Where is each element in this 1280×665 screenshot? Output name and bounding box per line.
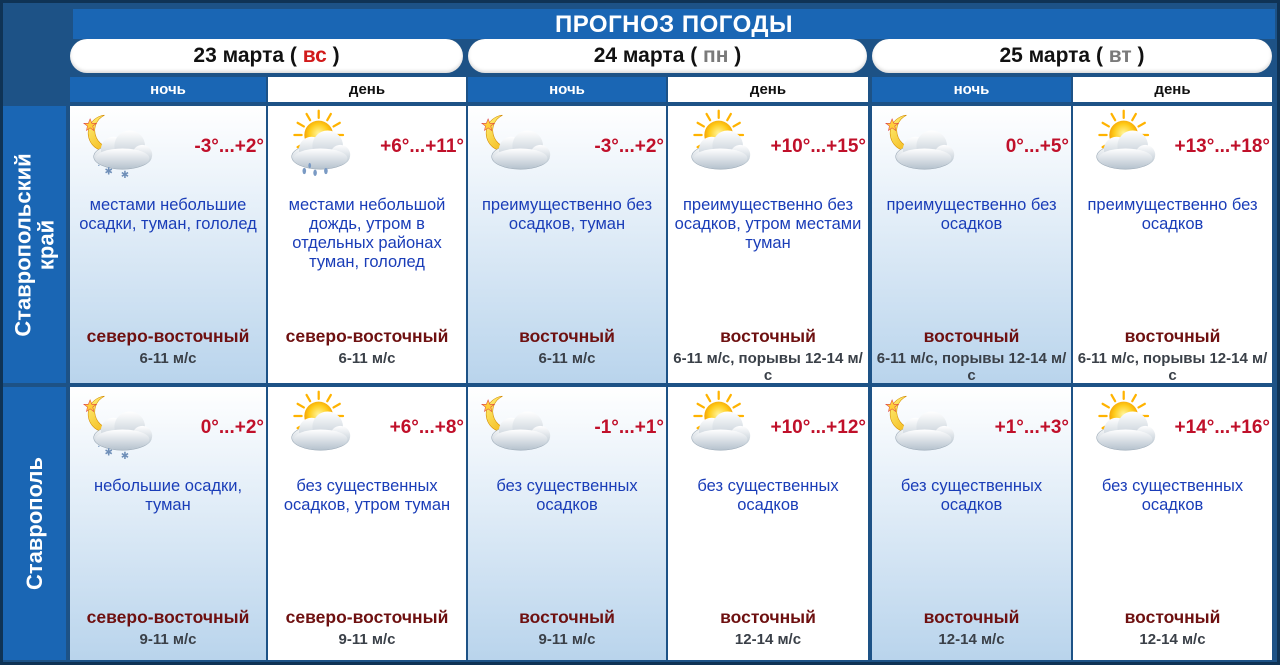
- moon-cloud-snow-icon: [74, 389, 162, 461]
- wind-speed: 9-11 м/с: [538, 631, 596, 648]
- svg-text:✱: ✱: [104, 447, 113, 459]
- sun-cloud-icon: [272, 389, 360, 461]
- period-label: день: [1073, 77, 1272, 102]
- weather-description: без существенных осадков: [496, 477, 638, 514]
- period-label: ночь: [468, 77, 666, 102]
- wind-direction: северо-восточный: [285, 607, 449, 627]
- wind-speed: 12-14 м/с: [734, 631, 802, 648]
- svg-text:✱: ✱: [104, 166, 113, 178]
- wind-direction: восточный: [720, 607, 816, 627]
- region-label: [3, 387, 66, 660]
- forecast-cell: [872, 106, 1071, 383]
- temperature: +10°...+12°: [770, 417, 866, 438]
- svg-text:·: ·: [97, 161, 101, 173]
- weather-description: без существенных осадков, утром туман: [283, 477, 451, 514]
- moon-cloud-icon: [472, 108, 560, 180]
- temperature: -3°...+2°: [594, 136, 664, 157]
- wind-speed: 9-11 м/с: [338, 631, 396, 648]
- wind-direction: восточный: [923, 607, 1020, 627]
- svg-text:✱: ✱: [120, 451, 129, 461]
- temperature: -3°...+2°: [194, 136, 264, 157]
- forecast-cell: [668, 106, 868, 383]
- temperature: 0°...+2°: [200, 417, 264, 438]
- forecast-cell: [70, 387, 266, 660]
- svg-text:✱: ✱: [120, 170, 129, 180]
- sun-cloud-icon: [1077, 108, 1165, 180]
- period-label: ночь: [872, 77, 1071, 102]
- temperature: +10°...+15°: [770, 136, 866, 157]
- date-header: [872, 39, 1272, 73]
- forecast-cell: [1073, 106, 1272, 383]
- temperature: -1°...+1°: [594, 417, 664, 438]
- wind-speed: 6-11 м/с, порывы 12-14 м/с: [1077, 350, 1268, 383]
- day-of-week: пн: [703, 44, 729, 67]
- temperature: +13°...+18°: [1174, 136, 1270, 157]
- wind-speed: 6-11 м/с: [139, 350, 197, 367]
- page-title: ПРОГНОЗ ПОГОДЫ: [73, 9, 1275, 39]
- date-close: ): [326, 44, 340, 67]
- forecast-cell: [872, 387, 1071, 660]
- forecast-cell: [268, 387, 466, 660]
- temperature: 0°...+5°: [1005, 136, 1069, 157]
- period-label: день: [268, 77, 466, 102]
- forecast-cell: [468, 106, 666, 383]
- weather-description: местами небольшие осадки, туман, гололед: [79, 196, 257, 233]
- weather-description: местами небольшой дождь, утром в отдельных районах туман, гололед: [288, 196, 446, 271]
- wind-direction: северо-восточный: [86, 326, 250, 346]
- weather-description: преимущественно без осадков: [886, 196, 1057, 233]
- weather-description: преимущественно без осадков, утром местами туман: [674, 196, 862, 252]
- weather-description: преимущественно без осадков, туман: [481, 196, 653, 233]
- moon-cloud-icon: [876, 389, 964, 461]
- wind-speed: 6-11 м/с: [538, 350, 596, 367]
- moon-cloud-icon: [472, 389, 560, 461]
- forecast-cell: [668, 387, 868, 660]
- wind-direction: восточный: [923, 326, 1020, 346]
- sun-cloud-icon: [672, 389, 760, 461]
- date-close: ): [1131, 44, 1145, 67]
- sun-cloud-rain-icon: [272, 108, 360, 180]
- weather-description: небольшие осадки, туман: [93, 477, 243, 514]
- period-label: ночь: [70, 77, 266, 102]
- day-of-week: вт: [1108, 44, 1132, 67]
- wind-direction: северо-восточный: [86, 607, 250, 627]
- wind-direction: северо-восточный: [285, 326, 449, 346]
- temperature: +6°...+11°: [380, 136, 464, 157]
- wind-speed: 6-11 м/с, порывы 12-14 м/с: [673, 350, 863, 383]
- date-header: [70, 39, 463, 73]
- temperature: +1°...+3°: [994, 417, 1069, 438]
- svg-text:·: ·: [97, 442, 101, 454]
- temperature: +14°...+16°: [1174, 417, 1270, 438]
- wind-direction: восточный: [519, 607, 615, 627]
- wind-speed: 12-14 м/с: [938, 631, 1005, 648]
- wind-direction: восточный: [519, 326, 615, 346]
- date-label: 23 марта (: [193, 44, 303, 67]
- forecast-cell: [268, 106, 466, 383]
- forecast-cell: [468, 387, 666, 660]
- weather-description: преимущественно без осадков: [1087, 196, 1258, 233]
- sun-cloud-icon: [1077, 389, 1165, 461]
- weather-description: без существенных осадков: [697, 477, 839, 514]
- period-label: день: [668, 77, 868, 102]
- weather-description: без существенных осадков: [900, 477, 1043, 514]
- wind-speed: 6-11 м/с: [338, 350, 396, 367]
- moon-cloud-icon: [876, 108, 964, 180]
- wind-direction: восточный: [1124, 607, 1221, 627]
- date-close: ): [728, 44, 742, 67]
- wind-direction: восточный: [1124, 326, 1221, 346]
- region-label: [3, 106, 66, 383]
- weather-description: без существенных осадков: [1101, 477, 1244, 514]
- wind-direction: восточный: [720, 326, 816, 346]
- moon-cloud-snow-icon: [74, 108, 162, 180]
- day-of-week: вс: [302, 44, 327, 67]
- region-name: Ставрополь: [22, 457, 48, 590]
- temperature: +6°...+8°: [389, 417, 464, 438]
- region-name: Ставропольский край: [10, 152, 59, 337]
- date-header: [468, 39, 867, 73]
- wind-speed: 12-14 м/с: [1139, 631, 1206, 648]
- forecast-cell: [70, 106, 266, 383]
- wind-speed: 9-11 м/с: [139, 631, 197, 648]
- sun-cloud-icon: [672, 108, 760, 180]
- forecast-cell: [1073, 387, 1272, 660]
- date-label: 24 марта (: [593, 44, 704, 67]
- date-label: 25 марта (: [999, 44, 1109, 67]
- wind-speed: 6-11 м/с, порывы 12-14 м/с: [876, 350, 1067, 383]
